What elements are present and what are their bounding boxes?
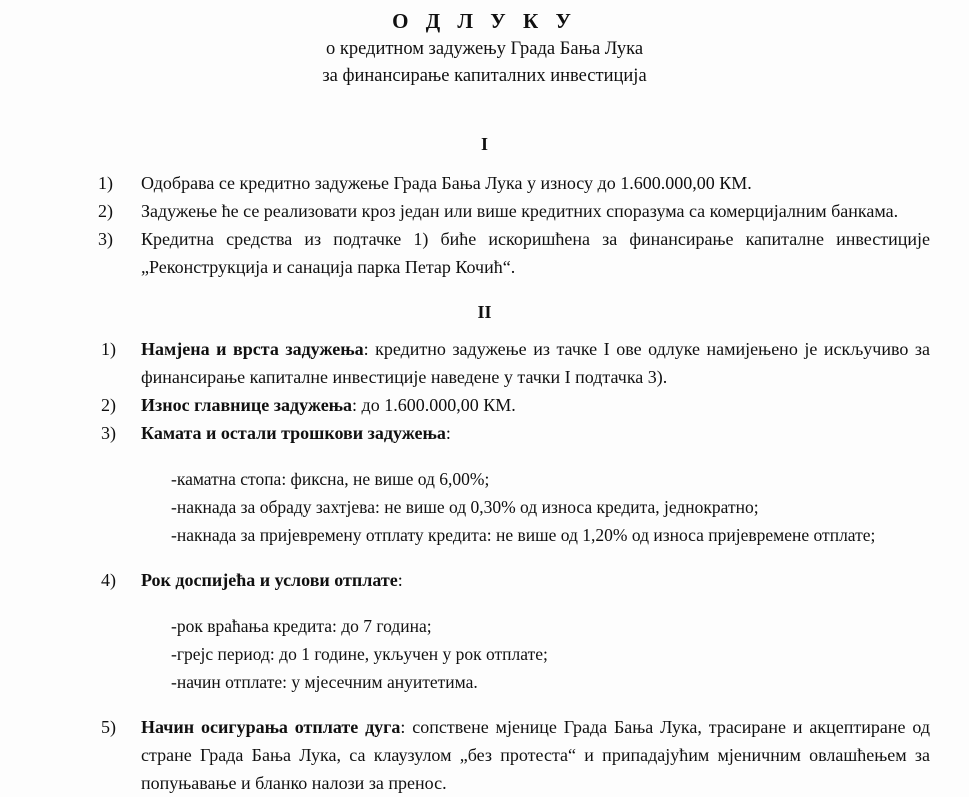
list-marker: 3) xyxy=(98,229,113,249)
sub-list-item: -накнада за обраду захтјева: не више од 0,30% од износа кредита, једнократно; xyxy=(171,497,759,517)
list-item-text: : xyxy=(445,423,451,443)
section-heading-one: I xyxy=(480,134,488,154)
list-item xyxy=(101,713,930,797)
document-subtitle-line-2: за финансирање капиталних инвестиција xyxy=(322,66,647,86)
document-subtitle-line-1: о кредитном задужењу Града Бања Лука xyxy=(325,39,644,59)
list-item-text: : до 1.600.000,00 КМ. xyxy=(352,395,516,415)
list-item-text: Одобрава се кредитно задужење Града Бања Лука у износу до 1.600.000,00 КМ. xyxy=(141,173,752,193)
sub-list xyxy=(171,612,930,696)
list-item-label: Намјена и врста задужења xyxy=(141,339,364,359)
list-item-label: Рок доспијећа и услови отплате xyxy=(141,570,398,590)
list-item-text: : кредитно задужење из тачке I ове одлуке намијењено је искључиво за финансирање капиталне инвестиције наведене у тачки I подтачка 3). xyxy=(141,339,930,387)
document-title: О Д Л У К У xyxy=(392,9,577,33)
list-marker: 5) xyxy=(101,717,116,737)
list-item-label: Начин осигурања отплате дуга xyxy=(141,717,401,737)
sub-list-item: -начин отплате: у мјесечним ануитетима. xyxy=(171,672,478,692)
list-marker: 2) xyxy=(101,395,116,415)
sub-list-item: -накнада за пријевремену отплату кредита: не више од 1,20% од износа пријевремене отплате; xyxy=(171,525,876,545)
sub-list-item: -рок враћања кредита: до 7 година; xyxy=(171,616,432,636)
list-item-text: : сопствене мјенице Града Бања Лука, трасиране и акцептиране од стране Града Бања Лука, са клаузулом „без протеста“ и припадајућим мјеничним овлашћењем за попуњавање и бланко налози за пренос. xyxy=(141,717,930,793)
list-marker: 3) xyxy=(101,423,116,443)
section-heading-two: II xyxy=(477,302,492,322)
list-item xyxy=(101,335,930,391)
list-item xyxy=(101,566,930,696)
list-item-label: Износ главнице задужења xyxy=(141,395,353,415)
list-item xyxy=(98,169,930,197)
list-marker: 2) xyxy=(98,201,113,221)
list-item xyxy=(98,225,930,281)
list-item xyxy=(101,391,930,419)
list-item xyxy=(101,419,930,549)
list-marker: 4) xyxy=(101,570,116,590)
list-item xyxy=(98,197,930,225)
list-item-text: Задужење ће се реализовати кроз један или више кредитних споразума са комерцијалним банкама. xyxy=(141,201,899,221)
title-block xyxy=(0,0,969,90)
list-item-text: Кредитна средства из подтачке 1) биће искоришћена за финансирање капиталне инвестиције „Реконструкција и санација парка Петар Кочић“. xyxy=(141,229,930,277)
sub-list xyxy=(171,465,930,549)
section-two-list xyxy=(101,335,930,797)
list-item-text: : xyxy=(397,570,403,590)
section-one-list xyxy=(98,169,930,281)
list-marker: 1) xyxy=(101,339,116,359)
sub-list-item: -каматна стопа: фиксна, не више од 6,00%; xyxy=(171,469,490,489)
list-marker: 1) xyxy=(98,173,113,193)
sub-list-item: -грејс период: до 1 године, укључен у рок отплате; xyxy=(171,644,548,664)
list-item-label: Камата и остали трошкови задужења xyxy=(141,423,446,443)
